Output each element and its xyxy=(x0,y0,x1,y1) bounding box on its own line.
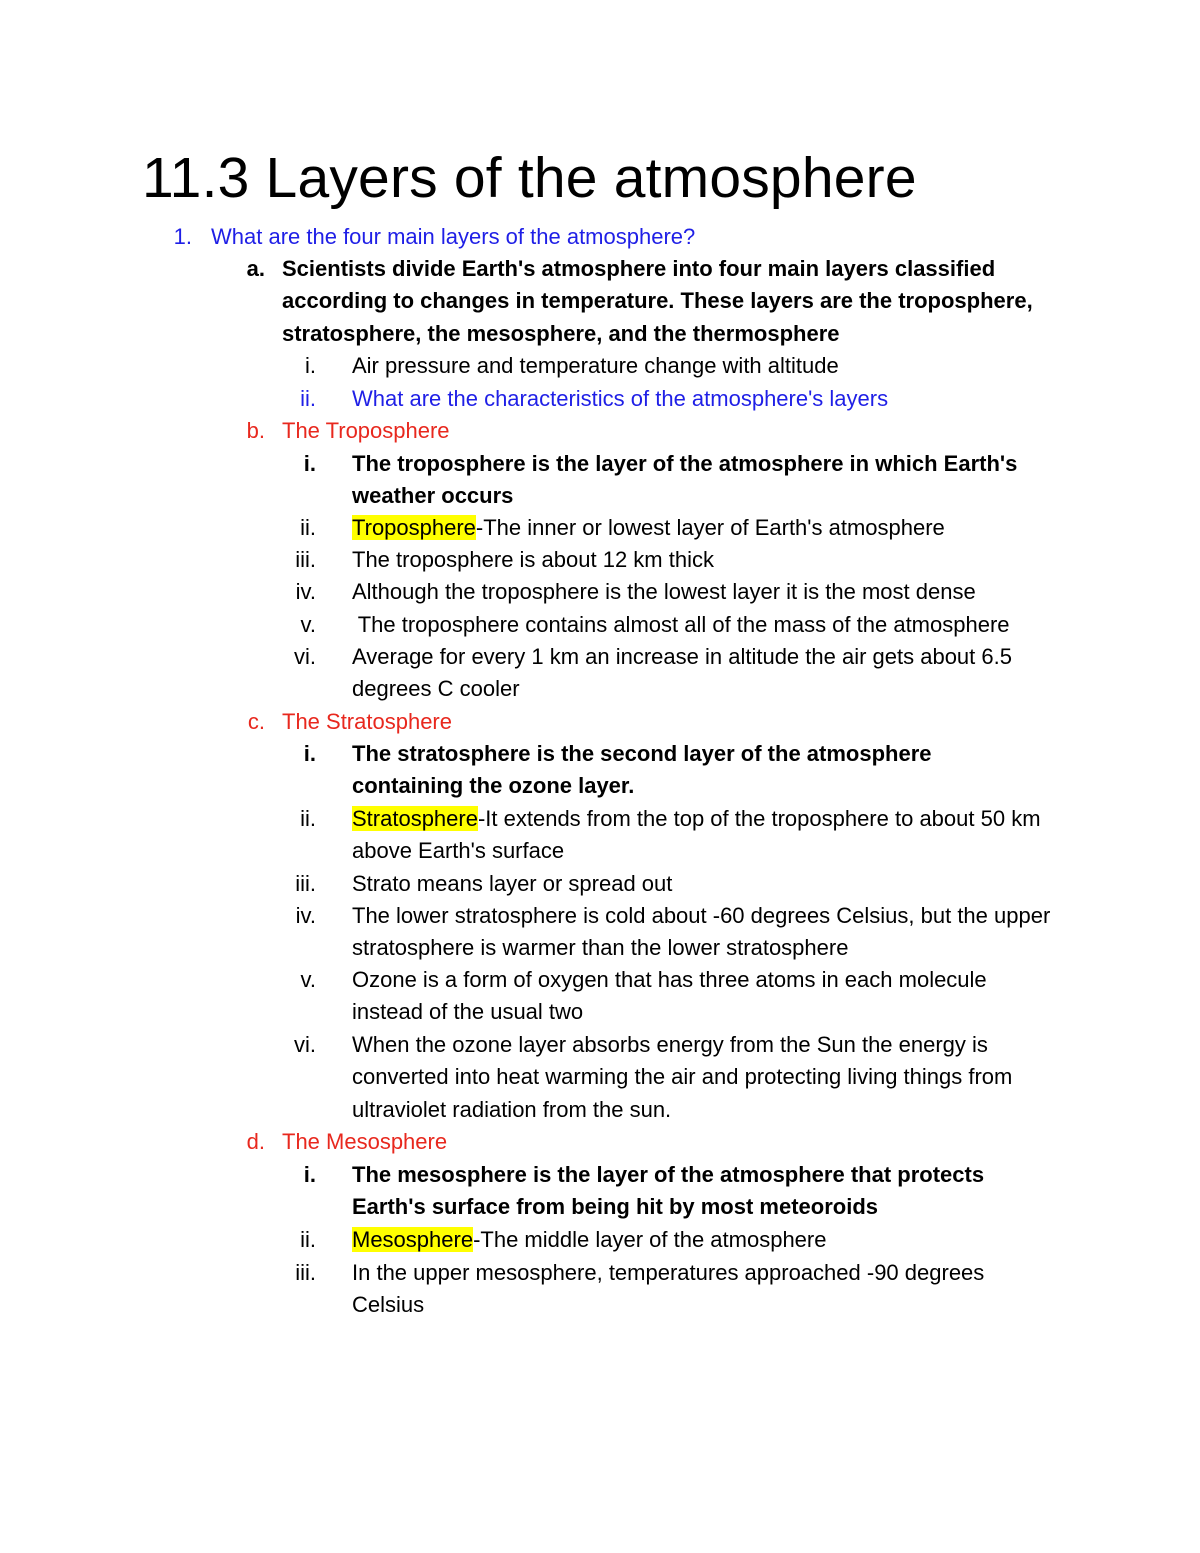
list-marker: d. xyxy=(246,1129,265,1154)
list-item-text: In the upper mesosphere, temperatures approached -90 degrees Celsius xyxy=(352,1260,985,1318)
section-heading: The Mesosphere xyxy=(282,1129,448,1154)
highlighted-term: Stratosphere xyxy=(352,806,478,831)
list-marker: b. xyxy=(246,418,265,443)
list-item-text: The lower stratosphere is cold about -60 degrees Celsius, but the upper stratosphere is warmer than the lower stratosphere xyxy=(352,903,1051,961)
list-marker: ii. xyxy=(300,1227,316,1252)
list-item-text: Average for every 1 km an increase in altitude the air gets about 6.5 degrees C cooler xyxy=(352,644,1012,702)
definition-text: -It extends from the top of the troposphere to about 50 km above Earth's surface xyxy=(352,806,1041,864)
list-marker: i. xyxy=(303,741,316,766)
list-item-text: The troposphere is the layer of the atmosphere in which Earth's weather occurs xyxy=(352,451,1018,509)
page-title: 11.3 Layers of the atmosphere xyxy=(142,146,917,210)
list-marker: v. xyxy=(300,967,316,992)
list-marker: 1. xyxy=(173,224,192,249)
list-marker: ii. xyxy=(300,386,316,411)
list-marker: v. xyxy=(300,612,316,637)
highlighted-term: Mesosphere xyxy=(352,1227,474,1252)
list-marker: iii. xyxy=(295,1260,316,1285)
list-marker: iv. xyxy=(295,903,316,928)
list-marker: i. xyxy=(305,353,316,378)
list-item-text: The troposphere contains almost all of the mass of the atmosphere xyxy=(352,612,1010,637)
list-marker: ii. xyxy=(300,806,316,831)
list-marker: ii. xyxy=(300,515,316,540)
list-item-text: What are the characteristics of the atmosphere's layers xyxy=(352,386,889,411)
list-item-text: When the ozone layer absorbs energy from the Sun the energy is converted into heat warming the air and protecting living things from ultraviolet radiation from the sun. xyxy=(352,1032,1013,1122)
definition-text: -The middle layer of the atmosphere xyxy=(473,1227,827,1252)
highlighted-term: Troposphere xyxy=(352,515,476,540)
list-item-text: Strato means layer or spread out xyxy=(352,871,673,896)
list-item-text: The stratosphere is the second layer of the atmosphere containing the ozone layer. xyxy=(352,741,932,799)
list-marker: c. xyxy=(247,709,265,734)
list-marker: iii. xyxy=(295,871,316,896)
list-marker: vi. xyxy=(294,1032,316,1057)
list-item-text: Although the troposphere is the lowest layer it is the most dense xyxy=(352,579,976,604)
list-marker: a. xyxy=(246,256,265,281)
list-item-text: The mesosphere is the layer of the atmosphere that protects Earth's surface from being hit by most meteoroids xyxy=(352,1162,985,1220)
section-heading: The Troposphere xyxy=(282,418,450,443)
definition-text: -The inner or lowest layer of Earth's atmosphere xyxy=(475,515,945,540)
list-item-text: Air pressure and temperature change with altitude xyxy=(352,353,839,378)
section-heading: The Stratosphere xyxy=(282,709,452,734)
list-item-text: Scientists divide Earth's atmosphere into four main layers classified according to changes in temperature. These layers are the troposphere, stratosphere, the mesosphere, and the thermosphere xyxy=(282,256,1033,346)
list-marker: vi. xyxy=(294,644,316,669)
list-item-text: Ozone is a form of oxygen that has three atoms in each molecule instead of the usual two xyxy=(352,967,987,1025)
list-marker: iii. xyxy=(295,547,316,572)
question-text: What are the four main layers of the atmosphere? xyxy=(211,224,696,249)
list-item-text: The troposphere is about 12 km thick xyxy=(352,547,714,572)
list-marker: iv. xyxy=(295,579,316,604)
list-marker: i. xyxy=(303,451,316,476)
list-marker: i. xyxy=(303,1162,316,1187)
